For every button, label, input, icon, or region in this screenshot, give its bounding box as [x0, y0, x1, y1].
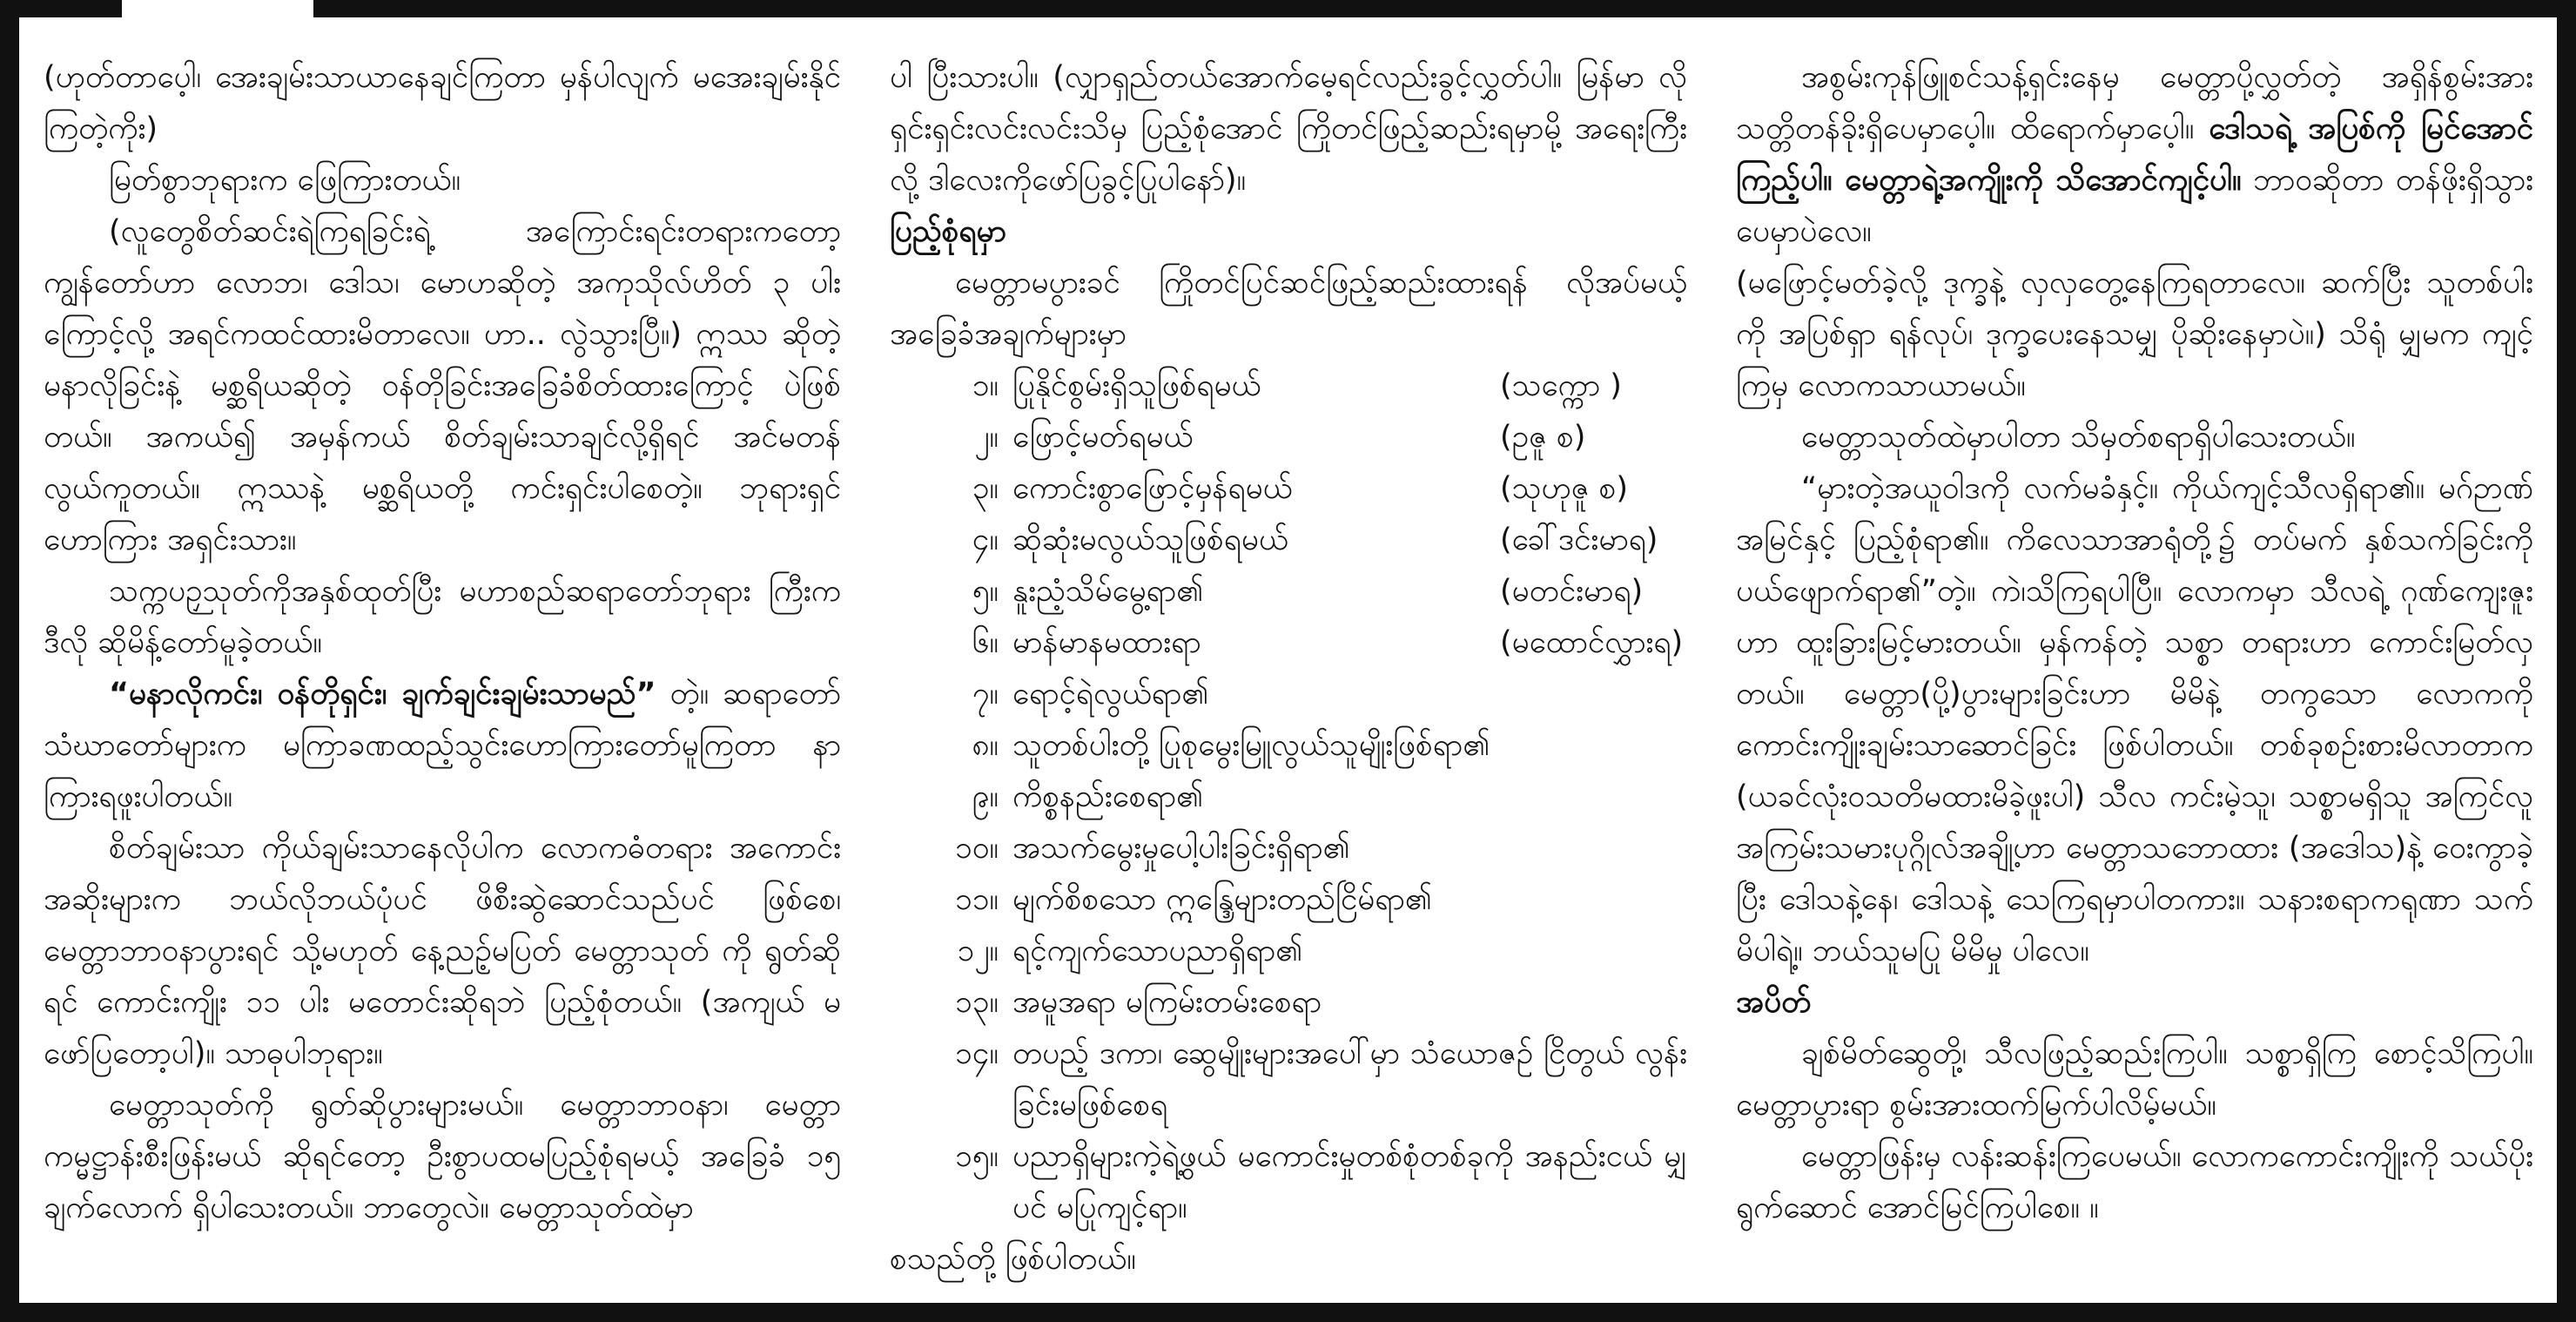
item-text: ပညာရှိများကဲ့ရဲ့ဖွယ် မကောင်းမှုတစ်စုံတစ်ခုကို အနည်းငယ် မျှပင် မပြုကျင့်ရာ။	[1012, 1139, 1687, 1225]
paragraph: မြတ်စွာဘုရားက ဖြေကြားတယ်။	[109, 163, 461, 198]
item-number: ၂။	[974, 420, 999, 455]
list-item	[890, 669, 1687, 720]
paragraph: စိတ်ချမ်းသာ ကိုယ်ချမ်းသာနေလိုပါက လောကဓံတရား အကောင်းအဆိုးများက ဘယ်လိုဘယ်ပုံပင် ဖိစီးဆွဲဆောင်သည်ပင် ဖြစ်စေ၊ မေတ္တာဘာဝနာပွားရင် သို့မဟုတ် နေ့ညဉ့်မပြတ် မေတ္တာသုတ် ကို ရွတ်ဆိုရင် ကောင်းကျိုး ၁၁ ပါး မတောင်းဆိုရဘဲ ပြည့်စုံတယ်။ (အကျယ် မဖော်ပြတော့ပါ)။ သာဓုပါဘုရား။	[44, 831, 841, 1071]
item-number: ၁၃။	[955, 985, 999, 1020]
list-item	[890, 566, 1687, 617]
item-pali-ref	[1500, 669, 1687, 720]
item-text: တပည့် ဒကာ၊ ဆွေမျိုးများအပေါ်မှာ သံယောဇဉ် ငြိတွယ် လွန်းခြင်းမဖြစ်စေရ	[1012, 1036, 1687, 1123]
item-text: ပြုနိုင်စွမ်းရှိသူဖြစ်ရမယ်	[1012, 368, 1261, 403]
paragraph: (မဖြောင့်မတ်ခဲ့လို့ ဒုက္ခနဲ့ လှလှတွေ့နေကြရတာလေ။ ဆက်ပြီး သူတစ်ပါးကို အပြစ်ရှာ ရန်လုပ်၊ ဒုက္ခပေးနေသမျှ ပိုဆိုးနေမှာပဲ။) သိရုံ မျှမက ကျင့်ကြမှ လောကသာယာမယ်။	[1736, 266, 2533, 403]
paragraph: (ဟုတ်တာပေ့ါ၊ အေးချမ်းသာယာနေချင်ကြတာ မှန်ပါလျက် မအေးချမ်းနိုင်ကြတဲ့ကိုး)	[44, 60, 841, 146]
requirements-list	[890, 361, 1687, 1029]
paragraph	[44, 669, 841, 823]
item-number: ၉။	[972, 779, 999, 814]
paragraph: ပါ ပြီးသားပါ။ (လျှာရှည်တယ်အောက်မေ့ရင်လည်းခွင့်လွှတ်ပါ။ မြန်မာ လိုရှင်းရှင်းလင်းလင်းသိမှ ပြည့်စုံအောင် ကြိုတင်ဖြည့်ဆည်းရမှာမို့ အရေးကြီးလို့ ဒါလေးကိုဖော်ပြခွင့်ပြုပါနော်)။	[890, 60, 1687, 198]
item-number: ၁၁။	[955, 882, 999, 917]
bold-quote: “မနာလိုကင်း၊ ဝန်တိုရှင်း၊ ချက်ချင်းချမ်းသာမည်”	[109, 677, 656, 712]
top-border-right	[313, 0, 2576, 17]
paragraph: မေတ္တာမပွားခင် ကြိုတင်ပြင်ဆင်ဖြည့်ဆည်းထားရန် လိုအပ်မယ့် အခြေခံအချက်များမှာ	[890, 266, 1687, 352]
section-heading: ပြည့်စုံရမှာ	[890, 214, 1006, 249]
list-item	[890, 1131, 1687, 1234]
item-pali-ref: (မထောင်လွှားရ)	[1500, 625, 1684, 660]
list-item	[890, 720, 1687, 772]
paragraph: မေတ္တာသုတ်ထဲမှာပါတာ သိမှတ်စရာရှိပါသေးတယ်။	[1801, 420, 2356, 455]
item-text: ရင့်ကျက်သောပညာရှိရာ၏	[1012, 934, 1303, 968]
item-text: ဖြောင့်မတ်ရမယ်	[1012, 420, 1194, 455]
item-text: ကောင်းစွာဖြောင့်မှန်ရမယ်	[1012, 471, 1293, 506]
list-item	[890, 823, 1687, 874]
item-pali-ref	[1500, 772, 1687, 823]
item-number: ၁။	[972, 368, 999, 403]
item-text: ဆိုဆုံးမလွယ်သူဖြစ်ရမယ်	[1012, 523, 1288, 557]
item-pali-ref: (သုဟုဇူ စ)	[1500, 471, 1629, 506]
list-item	[890, 772, 1687, 823]
item-pali-ref	[1500, 823, 1687, 874]
column-1	[44, 52, 841, 1289]
list-item	[890, 874, 1687, 926]
item-text: ရောင့်ရဲလွယ်ရာ၏	[1012, 677, 1209, 712]
item-pali-ref: (ခေါ်ဒင်းမာရ)	[1500, 523, 1658, 557]
column-2	[890, 52, 1687, 1289]
item-number: ၃။	[972, 471, 999, 506]
column-3	[1736, 52, 2533, 1289]
list-item	[890, 926, 1687, 977]
paragraph: မေတ္တာသုတ်ကို ရွတ်ဆိုပွားများမယ်။ မေတ္တာဘာဝနာ၊ မေတ္တာ ကမ္မဋ္ဌာန်းစီးဖြန်းမယ် ဆိုရင်တော့ ဦးစွာပထမပြည့်စုံရမယ့် အခြေခံ ၁၅ ချက်လောက် ရှိပါသေးတယ်။ ဘာတွေလဲ။ မေတ္တာသုတ်ထဲမှာ	[44, 1088, 841, 1225]
item-pali-ref: (ဥဇူ စ)	[1500, 420, 1586, 455]
item-text: အမူအရာ မကြမ်းတမ်းစေရာ	[1012, 985, 1322, 1020]
paragraph: “မှားတဲ့အယူဝါဒကို လက်မခံနှင့်။ ကိုယ်ကျင့်သီလရှိရာ၏။ မဂ်ဉာဏ်အမြင်နှင့် ပြည့်စုံရာ၏။ ကိလေသာအာရုံတို့၌ တပ်မက် နှစ်သက်ခြင်းကို ပယ်ဖျောက်ရာ၏”တဲ့။ ကဲ၊သိကြရပါပြီ။ လောကမှာ သီလရဲ့ ဂုဏ်ကျေးဇူးဟာ ထူးခြားမြင့်မားတယ်။ မှန်ကန်တဲ့ သစ္စာ တရားဟာ ကောင်းမြတ်လှတယ်။ မေတ္တာ(ပို့)ပွားများခြင်းဟာ မိမိနဲ့ တကွသော လောကကို ကောင်းကျိုးချမ်းသာဆောင်ခြင်း ဖြစ်ပါတယ်။ တစ်ခုစဉ်းစားမိလာတာက (ယခင်လုံးဝသတိမထားမိခဲ့ဖူးပါ) သီလ ကင်းမဲ့သူ၊ သစ္စာမရှိသူ အကြင်လူ အကြမ်းသမားပုဂ္ဂိုလ်အချို့ဟာ မေတ္တာသဘောထား (အဒေါသ)နဲ့ ဝေးကွာခဲ့ပြီး ဒေါသနဲ့နေ၊ ဒေါသနဲ့ သေကြရမှာပါတကား။ သနားစရာကရုဏာ သက်မိပါရဲ့။ ဘယ်သူမပြု မိမိမှု ပါလေ။	[1736, 471, 2533, 968]
item-pali-ref	[1500, 720, 1687, 772]
item-number: ၁၅။	[955, 1139, 999, 1174]
paragraph-text: ဘာဝဆိုတာ တန်ဖိုးရှိသွားပေမှာပဲလေ။	[1736, 163, 2533, 249]
bold-text: ဒေါသရဲ့ အပြစ်ကို မြင်အောင်ကြည့်ပါ။ မေတ္တာရဲ့အကျိုးကို သိအောင်ကျင့်ပါ။	[1736, 111, 2533, 198]
paragraph: စသည်တို့ ဖြစ်ပါတယ်။	[890, 1242, 1136, 1277]
list-item	[890, 361, 1687, 412]
paragraph	[1736, 52, 2533, 258]
list-item	[890, 463, 1687, 515]
item-text: ကိစ္စနည်းစေရာ၏	[1012, 779, 1204, 814]
paragraph: သက္ကပဉှသုတ်ကိုအနှစ်ထုတ်ပြီး မဟာစည်ဆရာတော်ဘုရား ကြီးက ဒီလို ဆိုမိန့်တော်မူခဲ့တယ်။	[44, 574, 841, 660]
top-border-left	[0, 0, 122, 17]
list-item	[890, 617, 1687, 669]
item-pali-ref: (မတင်းမာရ)	[1500, 574, 1644, 609]
item-text: မာန်မာနမထားရာ	[1012, 625, 1201, 660]
item-number: ၄။	[972, 523, 999, 557]
paragraph-text: တဲ့။ ဆရာတော် သံဃာတော်များက မကြာခဏထည့်သွင်းဟောကြားတော်မူကြတာ နာကြားရဖူးပါတယ်။	[44, 677, 841, 814]
paragraph: ချစ်မိတ်ဆွေတို့၊ သီလဖြည့်ဆည်းကြပါ။ သစ္စာရှိကြ စောင့်သိကြပါ။ မေတ္တာပွားရာ စွမ်းအားထက်မြက်ပါလိမ့်မယ်။	[1736, 1036, 2533, 1123]
list-item	[890, 977, 1687, 1029]
article-columns	[44, 52, 2533, 1289]
item-number: ၇။	[972, 677, 999, 712]
section-heading: အပိတ်	[1736, 985, 1812, 1020]
item-pali-ref	[1500, 926, 1687, 977]
list-item	[890, 412, 1687, 463]
item-number: ၁၀။	[955, 831, 999, 866]
item-number: ၁၄။	[955, 1036, 999, 1071]
paragraph: မေတ္တာဖြန်းမှ လန်းဆန်းကြပေမယ်။ လောကကောင်းကျိုးကို သယ်ပိုးရွက်ဆောင် အောင်မြင်ကြပါစေ။ ။	[1736, 1139, 2533, 1225]
item-text: နူးညံ့သိမ်မွေ့ရာ၏	[1012, 574, 1204, 609]
item-pali-ref	[1500, 977, 1687, 1029]
item-pali-ref	[1500, 874, 1687, 926]
paragraph-text: အစွမ်းကုန်ဖြူစင်သန့်ရှင်းနေမှ မေတ္တာပို့လွှတ်တဲ့ အရှိန်စွမ်းအား သတ္တိတန်ခိုးရှိပေမှာပေ့ါ။ ထိရောက်မှာပေ့ါ။	[1736, 60, 2533, 146]
item-number: ၁၂။	[957, 934, 999, 968]
list-item	[890, 515, 1687, 566]
paragraph: (လူတွေစိတ်ဆင်းရဲကြရခြင်းရဲ့ အကြောင်းရင်းတရားကတော့ ကျွန်တော်ဟာ လောဘ၊ ဒေါသ၊ မောဟဆိုတဲ့ အကုသိုလ်ဟိတ် ၃ ပါးကြောင့်လို့ အရင်ကထင်ထားမိတာလေ။ ဟာ.. လွဲသွားပြီ။) ဣဿ ဆိုတဲ့ မနာလိုခြင်းနဲ့ မစ္ဆရိယဆိုတဲ့ ဝန်တိုခြင်းအခြေခံစိတ်ထားကြောင့် ပဲဖြစ်တယ်။ အကယ်၍ အမှန်ကယ် စိတ်ချမ်းသာချင်လို့ရှိရင် အင်မတန် လွယ်ကူတယ်။ ဣဿနဲ့ မစ္ဆရိယတို့ ကင်းရှင်းပါစေတဲ့။ ဘုရားရှင် ဟောကြား အရှင်းသား။	[44, 214, 841, 557]
item-number: ၅။	[972, 574, 999, 609]
item-text: အသက်မွေးမှုပေါ့ပါးခြင်းရှိရာ၏	[1012, 831, 1350, 866]
list-item	[890, 1029, 1687, 1131]
item-number: ၆။	[972, 625, 999, 660]
item-number: ၈။	[972, 728, 999, 763]
item-pali-ref: (သက္ကော )	[1500, 368, 1622, 403]
item-text: မျက်စိစသော ဣန္ဒြေများတည်ငြိမ်ရာ၏	[1012, 882, 1432, 917]
item-text: သူတစ်ပါးတို့ ပြုစုမွေးမြူလွယ်သူမျိုးဖြစ်ရာ၏	[1012, 728, 1490, 763]
